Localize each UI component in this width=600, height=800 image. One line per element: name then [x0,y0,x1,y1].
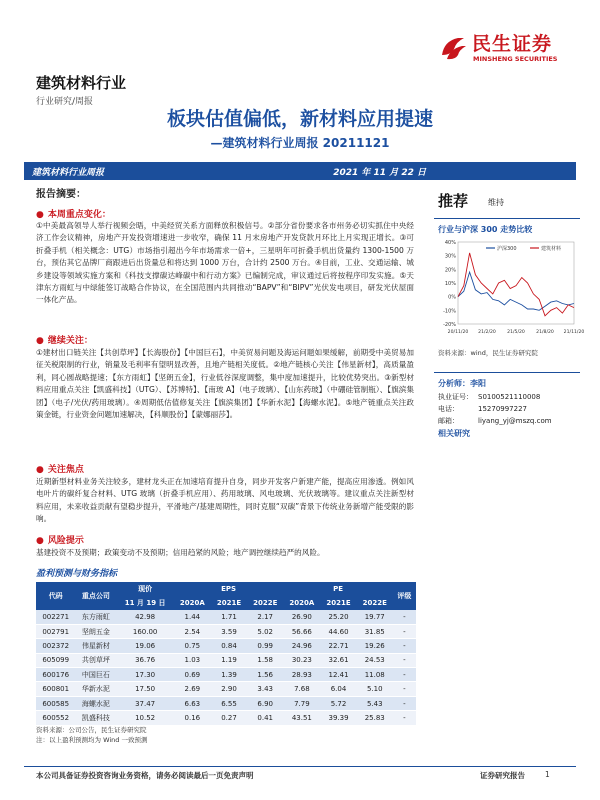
cert-label: 执业证号： [438,393,473,401]
y-tick-label: -10% [443,308,456,315]
y-tick-label: 40% [444,240,456,246]
table-row [36,639,416,653]
col-eps-2020a: 2020A [174,596,211,610]
bullet-icon: ● [36,336,44,346]
x-tick-label: 20/11/20 [447,330,469,335]
col-pe-2021e: 2021E [320,596,356,610]
cell-eps-2021e: 0.27 [211,711,247,725]
col-pe-2020a: 2020A [283,596,320,610]
plot-frame [458,242,574,324]
table-notes [36,725,147,745]
cell-eps-2022e: 0.41 [247,711,283,725]
table-row [36,624,416,638]
related-research-heading: 相关研究 [438,429,470,438]
cell-company: 中国巨石 [75,668,116,682]
bullet-icon: ● [36,465,44,475]
section-label: 风险提示 [47,536,84,546]
email-value: liyang_yj@mszq.com [478,417,552,425]
cell-pe-2020a: 56.66 [283,624,320,638]
cell-eps-2022e: 6.90 [247,696,283,710]
cell-price: 10.52 [116,711,173,725]
col-code: 代码 [36,582,75,610]
divider [434,372,580,373]
cell-eps-2021e: 2.90 [211,682,247,696]
cell-price: 42.98 [116,610,173,624]
cell-pe-2020a: 7.79 [283,696,320,710]
cell-price: 37.47 [116,696,173,710]
cell-pe-2020a: 7.68 [283,682,320,696]
cell-price: 36.76 [116,653,173,667]
minsheng-logo-icon [438,33,468,63]
rating: 推荐 [438,192,469,210]
col-company: 重点公司 [75,582,116,610]
cell-eps-2021e: 3.59 [211,624,247,638]
cert-value: S0100521110008 [478,393,541,401]
cell-eps-2020a: 0.16 [174,711,211,725]
section-heading-continue-focus [36,333,93,346]
cell-eps-2020a: 0.69 [174,668,211,682]
phone-value: 15270997227 [478,405,527,413]
chart-source: 资料来源：wind，民生证券研究院 [438,349,538,357]
page-number: 1 [545,770,550,779]
cell-pe-2022e: 25.83 [357,711,393,725]
bullet-icon: ● [36,210,44,220]
cell-pe-2020a: 30.23 [283,653,320,667]
cell-pe-2022e: 31.85 [357,624,393,638]
weekly-changes-text: ①中美最高领导人举行视频会晤，中美经贸关系方面释放积极信号。②部分省份要求各市州务必切实抓住中央经济工作会议精神，房地产开发投资增速进一步收窄，确保 11 月末房地产开发贷款月环比上月实现正增长。③可折叠手机（相关概念：UTG）市场指引超出今年市场需求一倍+，三星明年可折叠手机出货量约 1300-1500 万台，预估其它品牌厂商跟进后出货量总和将达到 1000 万台，合计约 2500 万台。④目前，工业、交通运输、城乡建设等领域实施方案和《科技支撑碳达峰碳中和行动方案》已编制完成，审议通过后将按程序印发实施。⑤天津东方雨虹与中绿能签订战略合作协议，在全国范围内共同推动“BAPV”和“BIPV”光伏发电项目，研发光伏屋面一体化产品。 [36,221,414,305]
x-tick-label: 21/8/20 [536,330,554,335]
cell-pe-2022e: 5.43 [357,696,393,710]
y-tick-label: 30% [444,253,456,260]
cell-eps-2021e: 1.39 [211,668,247,682]
table-source-note: 资料来源：公司公告，民生证券研究院 [36,726,147,734]
series-line-building-materials [458,253,574,316]
col-rating: 评级 [393,582,416,610]
logo-english-name: MINSHENG SECURITIES [473,55,558,63]
cell-pe-2022e: 5.10 [357,682,393,696]
analyst-phone [438,404,527,414]
forecast-table [36,582,416,726]
cell-price: 17.50 [116,682,173,696]
report-subtitle: —建筑材料行业周报 20211121 [210,136,390,150]
logo-chinese-name: 民生证券 [472,33,553,55]
risk-text: 基建投资不及预期；政策变动不及预期；信用趋紧的风险；地产调控继续趋严的风险。 [36,548,325,557]
table-row [36,610,416,624]
series-line-hs300 [458,272,574,310]
cell-company: 海螺水泥 [75,696,116,710]
cell-eps-2020a: 1.03 [174,653,211,667]
table-row [36,696,416,710]
analyst-title: 分析师：李阳 [438,379,486,388]
cell-pe-2021e: 32.61 [320,653,356,667]
cell-eps-2022e: 3.43 [247,682,283,696]
report-date: 2021 年 11 月 22 日 [333,168,426,178]
email-label: 邮箱： [438,417,459,425]
cell-eps-2021e: 1.71 [211,610,247,624]
table-row [36,711,416,725]
cell-rating: - [393,639,416,653]
analyst-cert [438,392,540,402]
legend-label: 沪深300 [497,246,517,252]
cell-code: 600176 [36,668,75,682]
cell-pe-2022e: 11.08 [357,668,393,682]
cell-company: 东方雨虹 [75,610,116,624]
focus-points-text: 近期新型材料业务关注较多，建材龙头正在加速培育提升自身，同步开发客户新建产能，提高应用渗透。例如风电叶片的碳纤复合材料、UTG 玻璃（折叠手机应用）、药用玻璃、风电玻璃、光伏玻璃等。建议重点关注新型材料应用，未来收益贡献有望稳步提升，平滑地产/基建周期性，同时克服“双碳”背景下传统业务新增产能受限的影响。 [36,477,414,524]
cell-eps-2022e: 1.58 [247,653,283,667]
cell-eps-2020a: 2.69 [174,682,211,696]
cell-company: 伟星新材 [75,639,116,653]
cell-pe-2020a: 28.93 [283,668,320,682]
cell-pe-2020a: 26.90 [283,610,320,624]
table-row [36,682,416,696]
brand-logo [438,33,578,65]
col-eps-2022e: 2022E [247,596,283,610]
y-tick-label: 10% [444,281,456,287]
cell-pe-2022e: 24.53 [357,653,393,667]
col-eps: EPS [174,582,284,596]
x-tick-label: 21/5/20 [507,330,525,335]
cell-eps-2022e: 1.56 [247,668,283,682]
cell-eps-2020a: 1.44 [174,610,211,624]
forecast-table-title: 盈利预测与财务指标 [36,569,118,579]
x-tick-label: 21/11/20 [563,330,585,335]
cell-rating: - [393,653,416,667]
section-label: 继续关注： [47,336,93,346]
bar-report-name: 建筑材料行业周报 [32,168,105,178]
cell-code: 002791 [36,624,75,638]
cell-price: 19.06 [116,639,173,653]
cell-rating: - [393,682,416,696]
cell-company: 坚朗五金 [75,624,116,638]
continue-focus-text: ①建材出口链关注【共创草坪】【长海股份】【中国巨石】，中美贸易问题及海运问题如果缓解，前期受中美贸易加征关税限制的行业，销量及毛利率有望明显改善，且地产链相关度低。②地产链核心关注【伟星新材】，高质量盈利，同心圆战略提速；【东方雨虹】【坚朗五金】，行业低谷深度调整，集中度加速提升，比较优势突出。③新型材料应用重点关注【凯盛科技】（UTG）、【苏博特】、【南玻 A】（电子玻璃）、【山东药玻】（中硼硅管制瓶）、【旗滨集团】（电子/光伏/药用玻璃）。④周期低估值修复关注【旗滨集团】【华新水泥】【海螺水泥】。⑤地产链重点关注政策金链，行业资金问题加速解决，【科顺股份】【蒙娜丽莎】。 [36,348,414,420]
cell-company: 凯盛科技 [75,711,116,725]
cell-rating: - [393,624,416,638]
cell-eps-2022e: 5.02 [247,624,283,638]
cell-pe-2022e: 19.77 [357,610,393,624]
report-type: 行业研究/周报 [36,97,94,107]
divider [434,218,580,219]
cell-rating: - [393,711,416,725]
bullet-icon: ● [36,536,44,546]
table-row [36,653,416,667]
y-tick-label: 20% [444,267,456,274]
report-info-bar [24,162,576,180]
footer-label: 证券研究报告 [480,771,525,780]
y-tick-label: -20% [443,322,456,328]
cell-pe-2021e: 22.71 [320,639,356,653]
cell-code: 002271 [36,610,75,624]
section-heading-focus-points [36,462,84,475]
cell-eps-2020a: 0.75 [174,639,211,653]
cell-price: 17.30 [116,668,173,682]
rating-change: 维持 [488,198,504,207]
report-title: 板块估值偏低，新材料应用提速 [166,108,433,130]
footer-disclaimer: 本公司具备证券投资咨询业务资格，请务必阅读最后一页免责声明 [36,771,254,780]
col-eps-2021e: 2021E [211,596,247,610]
phone-label: 电话： [438,405,459,413]
trend-chart [434,236,585,342]
cell-price: 160.00 [116,624,173,638]
cell-eps-2022e: 2.17 [247,610,283,624]
cell-pe-2021e: 5.72 [320,696,356,710]
cell-code: 605099 [36,653,75,667]
cell-eps-2021e: 6.55 [211,696,247,710]
cell-company: 共创草坪 [75,653,116,667]
cell-eps-2021e: 0.84 [211,639,247,653]
section-heading-weekly-changes [36,207,111,220]
x-tick-label: 21/2/20 [478,330,496,335]
col-pe: PE [283,582,393,596]
cell-code: 600552 [36,711,75,725]
section-label: 关注焦点 [47,465,84,475]
col-pe-2022e: 2022E [357,596,393,610]
section-label: 本周重点变化： [47,210,111,220]
footer-divider [24,766,576,767]
cell-pe-2020a: 24.96 [283,639,320,653]
chart-title: 行业与沪深 300 走势比较 [438,225,533,234]
cell-pe-2021e: 44.60 [320,624,356,638]
cell-pe-2021e: 39.39 [320,711,356,725]
industry-name: 建筑材料行业 [36,74,127,92]
table-forecast-note: 注：以上盈利预测均为 Wind 一致预测 [36,736,148,744]
cell-eps-2022e: 0.99 [247,639,283,653]
cell-eps-2020a: 6.63 [174,696,211,710]
cell-rating: - [393,696,416,710]
cell-company: 华新水泥 [75,682,116,696]
cell-eps-2021e: 1.19 [211,653,247,667]
cell-rating: - [393,668,416,682]
summary-heading: 报告摘要： [36,189,86,200]
cell-pe-2021e: 6.04 [320,682,356,696]
section-heading-risk [36,533,84,546]
cell-pe-2020a: 43.51 [283,711,320,725]
cell-pe-2021e: 12.41 [320,668,356,682]
col-price-date: 11 月 19 日 [116,596,173,610]
cell-pe-2021e: 25.20 [320,610,356,624]
cell-eps-2020a: 2.54 [174,624,211,638]
col-price: 现价 [116,582,173,596]
analyst-email[interactable] [438,416,552,426]
cell-code: 600801 [36,682,75,696]
cell-code: 600585 [36,696,75,710]
legend-label: 建筑材料 [541,246,562,252]
cell-rating: - [393,610,416,624]
y-tick-label: 0% [448,294,456,301]
table-row [36,668,416,682]
cell-code: 002372 [36,639,75,653]
cell-pe-2022e: 19.26 [357,639,393,653]
